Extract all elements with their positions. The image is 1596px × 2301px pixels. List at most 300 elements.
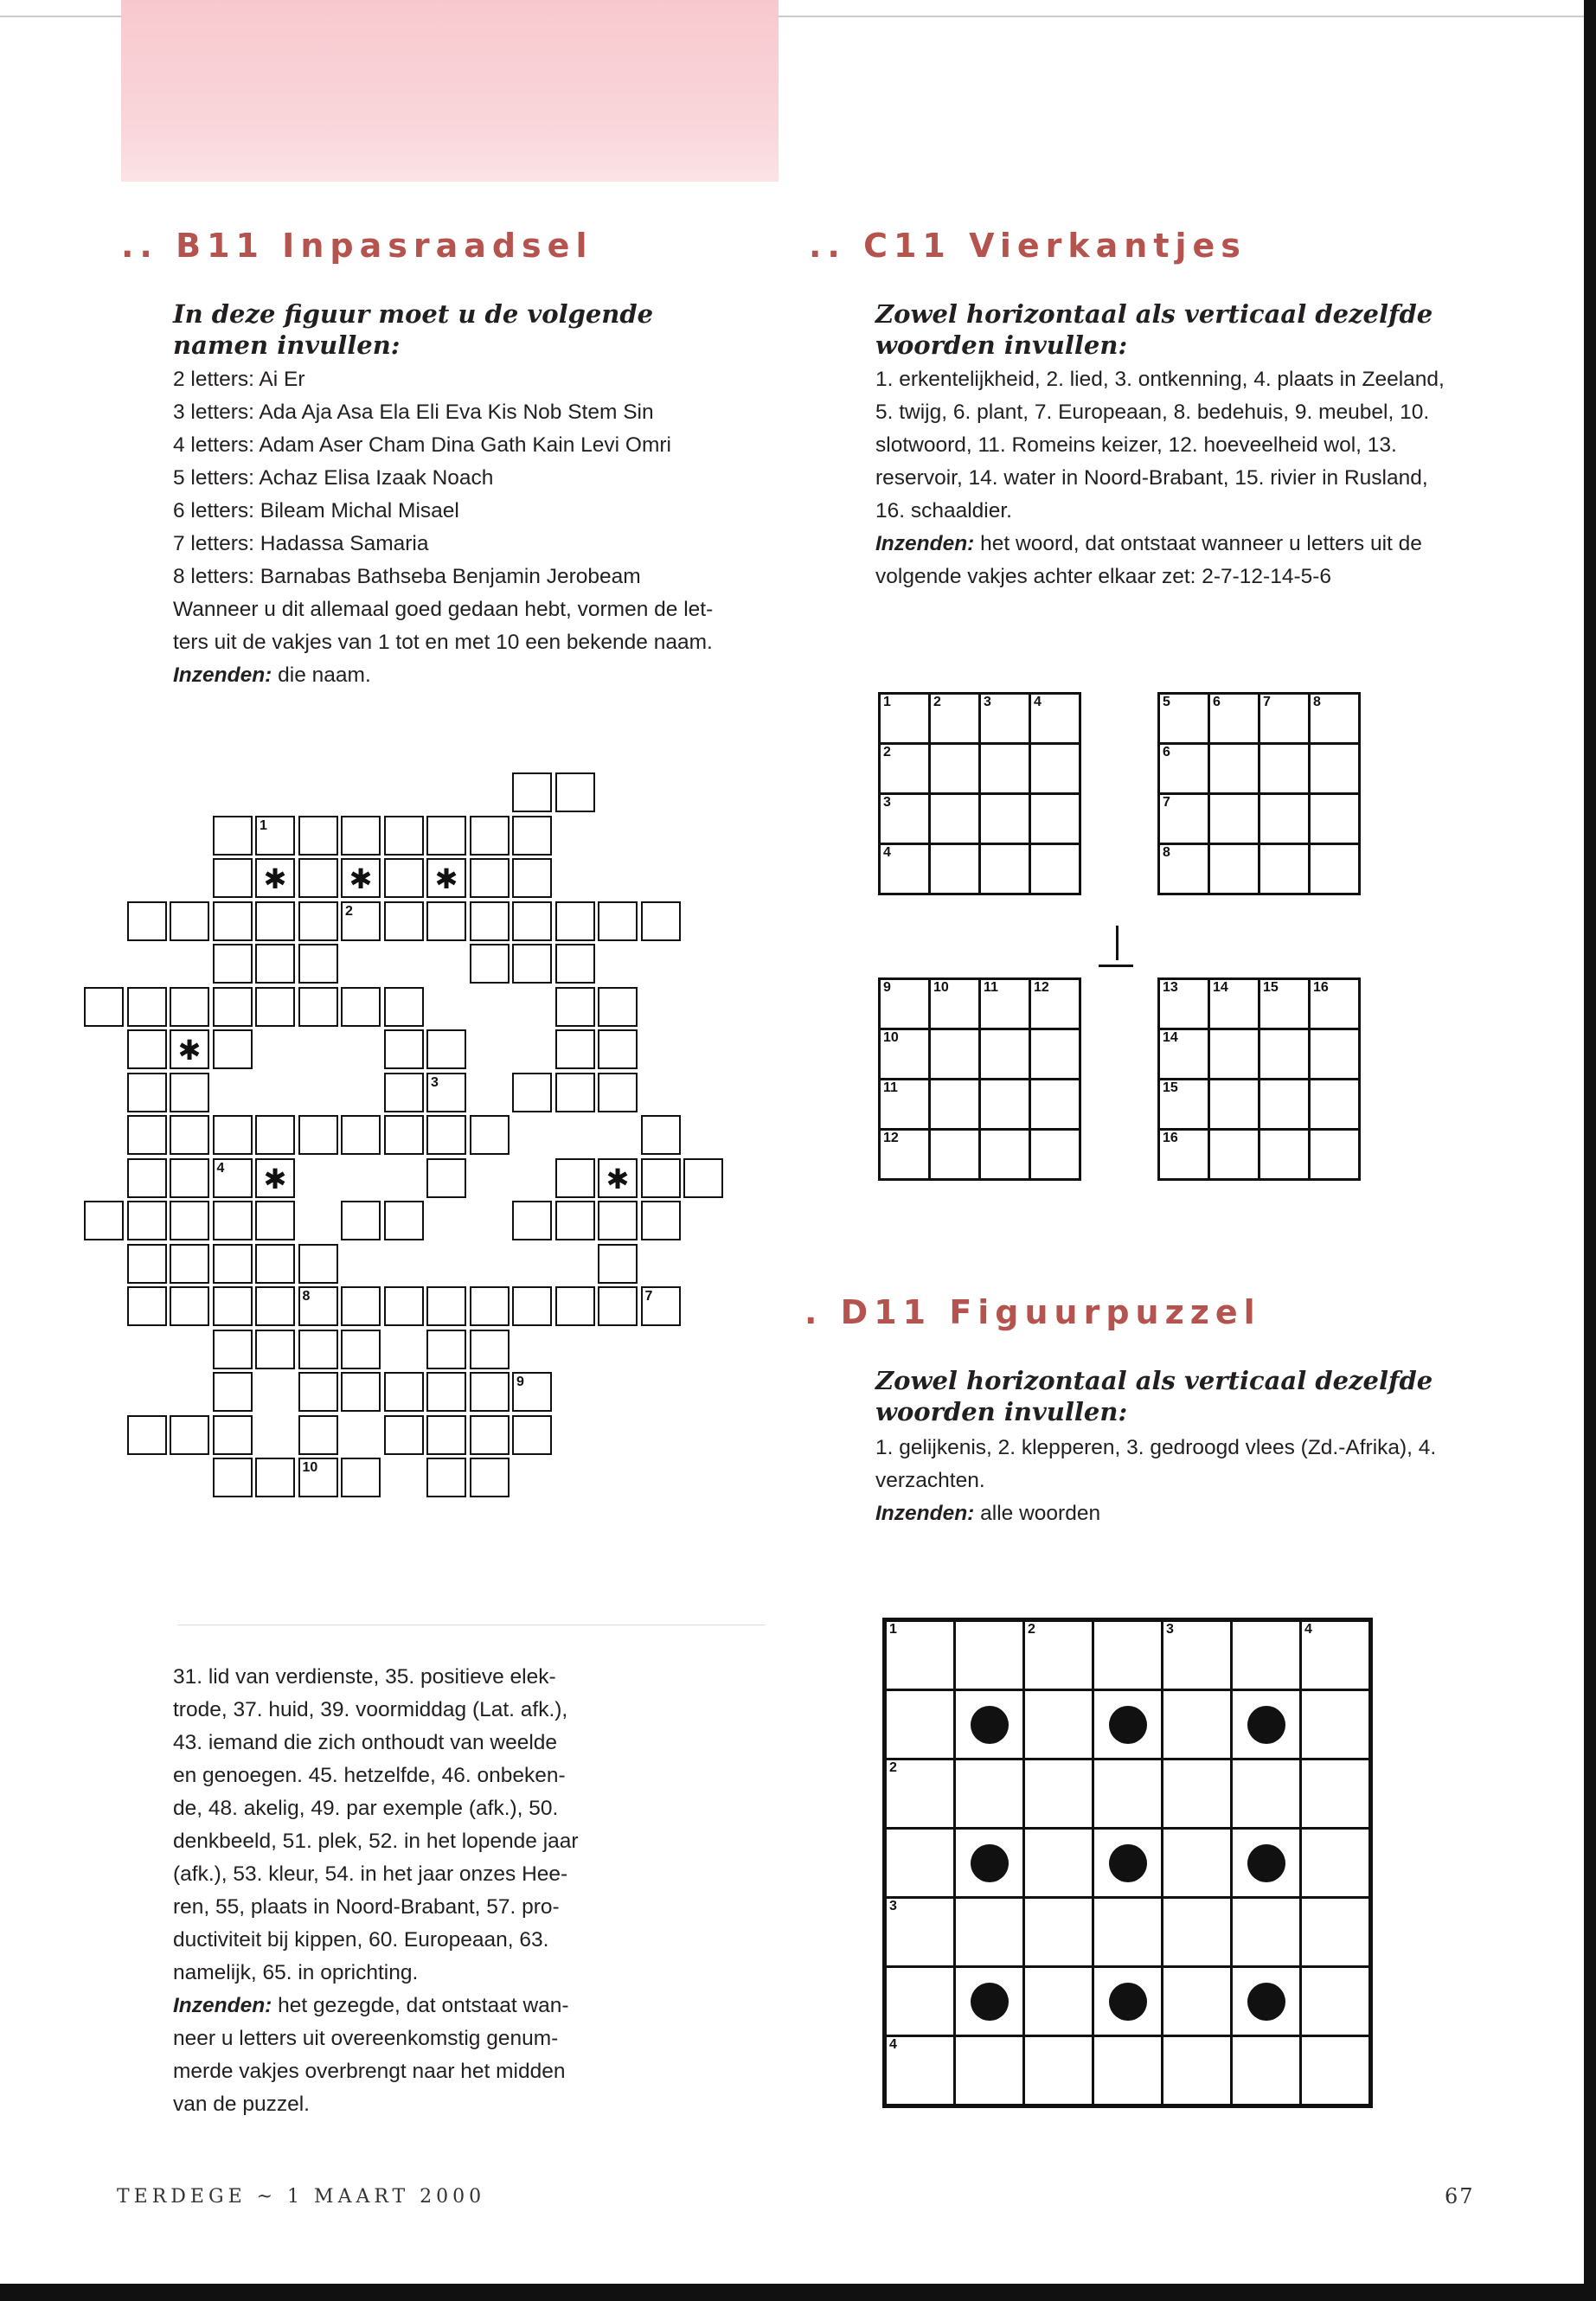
grid-cell[interactable] [127, 901, 167, 941]
grid-cell[interactable] [213, 901, 253, 941]
grid-cell[interactable] [1310, 1029, 1360, 1080]
footer-publication: TERDEGE ~ 1 MAART 2000 [117, 2186, 486, 2208]
grid-cell[interactable] [980, 1029, 1030, 1080]
grid-cell[interactable]: 2 [1024, 1620, 1093, 1690]
grid-cell[interactable] [1301, 1898, 1371, 1967]
grid-cell[interactable]: 11 [880, 1080, 930, 1130]
grid-cell[interactable] [1030, 844, 1080, 894]
grid-cell[interactable] [1259, 794, 1310, 844]
grid-cell[interactable]: 14 [1209, 979, 1259, 1029]
b11-line: 5 letters: Achaz Elisa Izaak Noach [173, 466, 494, 490]
grid-cell[interactable] [512, 1073, 552, 1112]
grid-cell[interactable] [213, 1286, 253, 1326]
grid-cell[interactable]: 16 [1159, 1130, 1209, 1180]
grid-cell[interactable] [213, 1115, 253, 1155]
grid-cell[interactable] [298, 1286, 338, 1326]
grid-cell[interactable] [1209, 1029, 1259, 1080]
grid-cell[interactable] [426, 1073, 466, 1112]
grid-cell[interactable]: 3 [880, 794, 930, 844]
clue-line: trode, 37. huid, 39. voormiddag (Lat. afk.), [173, 1698, 568, 1721]
grid-cell[interactable] [255, 901, 295, 941]
grid-cell[interactable] [1259, 1029, 1310, 1080]
grid-cell[interactable] [1209, 844, 1259, 894]
grid-cell[interactable] [1093, 1759, 1163, 1829]
grid-cell[interactable] [1030, 1130, 1080, 1180]
grid-cell[interactable] [1163, 2036, 1232, 2106]
c11-cross-line-v [1116, 926, 1118, 960]
grid-cell[interactable] [555, 1029, 595, 1069]
grid-cell[interactable] [213, 1244, 253, 1284]
grid-cell[interactable]: 14 [1159, 1029, 1209, 1080]
grid-cell[interactable]: 12 [880, 1130, 930, 1180]
grid-cell[interactable]: 4 [885, 2036, 955, 2106]
grid-cell[interactable] [127, 1115, 167, 1155]
grid-cell[interactable] [1310, 744, 1360, 794]
grid-cell[interactable]: 2 [930, 694, 980, 744]
grid-cell[interactable] [384, 1286, 424, 1326]
grid-cell[interactable] [426, 1029, 466, 1069]
grid-cell[interactable] [255, 1115, 295, 1155]
grid-cell[interactable] [1209, 744, 1259, 794]
grid-cell[interactable] [930, 1029, 980, 1080]
grid-cell[interactable] [298, 858, 338, 898]
grid-cell[interactable]: 12 [1030, 979, 1080, 1029]
black-dot-cell [1093, 1829, 1163, 1898]
grid-cell[interactable]: 4 [1301, 1620, 1371, 1690]
grid-cell[interactable] [298, 944, 338, 984]
grid-cell[interactable] [213, 1158, 253, 1198]
grid-cell[interactable] [470, 944, 510, 984]
grid-cell[interactable] [170, 1286, 209, 1326]
grid-cell[interactable] [1301, 1759, 1371, 1829]
grid-cell[interactable]: 13 [1159, 979, 1209, 1029]
grid-cell[interactable] [930, 1130, 980, 1180]
grid-cell[interactable] [930, 1080, 980, 1130]
c11-square-2 [1157, 692, 1361, 895]
grid-cell[interactable] [1163, 1898, 1232, 1967]
grid-cell[interactable] [1093, 1898, 1163, 1967]
grid-cell[interactable]: 16 [1310, 979, 1360, 1029]
grid-cell[interactable] [470, 1330, 510, 1369]
c11-square-1 [878, 692, 1081, 895]
black-dot-cell [955, 1829, 1024, 1898]
c11-send-label: Inzenden: [875, 532, 975, 555]
star-icon: ✱ [434, 863, 458, 894]
grid-cell[interactable] [255, 1201, 295, 1240]
grid-cell[interactable] [341, 858, 381, 898]
grid-cell[interactable]: 6 [1159, 744, 1209, 794]
grid-cell[interactable] [955, 2036, 1024, 2106]
b11-line: ters uit de vakjes van 1 tot en met 10 een bekende naam. [173, 631, 713, 654]
grid-cell[interactable] [127, 1286, 167, 1326]
grid-cell[interactable] [1301, 2036, 1371, 2106]
grid-cell[interactable] [1259, 744, 1310, 794]
grid-cell[interactable] [1030, 1080, 1080, 1130]
grid-cell[interactable] [470, 901, 510, 941]
star-icon: ✱ [177, 1035, 202, 1066]
grid-cell[interactable] [980, 794, 1030, 844]
grid-cell[interactable] [470, 1415, 510, 1455]
grid-cell[interactable] [512, 1286, 552, 1326]
grid-cell[interactable] [298, 987, 338, 1027]
grid-cell[interactable] [298, 1458, 338, 1497]
grid-cell[interactable] [512, 1372, 552, 1412]
grid-cell[interactable] [426, 1330, 466, 1369]
grid-cell[interactable] [384, 1115, 424, 1155]
grid-cell[interactable] [170, 1115, 209, 1155]
grid-cell[interactable] [1030, 744, 1080, 794]
grid-cell[interactable]: 9 [880, 979, 930, 1029]
grid-cell[interactable]: 2 [880, 744, 930, 794]
grid-cell[interactable]: 8 [1159, 844, 1209, 894]
grid-cell[interactable] [598, 1286, 638, 1326]
grid-cell[interactable] [298, 901, 338, 941]
grid-cell[interactable] [341, 901, 381, 941]
grid-cell[interactable] [1301, 1829, 1371, 1898]
grid-cell[interactable] [426, 816, 466, 856]
grid-cell[interactable] [955, 1759, 1024, 1829]
grid-cell[interactable] [384, 1372, 424, 1412]
grid-cell[interactable] [255, 1286, 295, 1326]
grid-cell[interactable] [127, 1073, 167, 1112]
grid-cell[interactable] [598, 1158, 638, 1198]
grid-cell[interactable] [384, 1073, 424, 1112]
c11-line: 5. twijg, 6. plant, 7. Europeaan, 8. bedehuis, 9. meubel, 10. [875, 401, 1430, 424]
continued-clues [173, 1661, 657, 2121]
b11-send-label: Inzenden: [173, 663, 272, 687]
clue-line: namelijk, 65. in oprichting. [173, 1961, 419, 1984]
c11-send-line-2: volgende vakjes achter elkaar zet: 2-7-12-14-5-6 [875, 565, 1332, 588]
grid-cell[interactable] [512, 901, 552, 941]
grid-cell[interactable] [1024, 1829, 1093, 1898]
c11-title: .. C11 Vierkantjes [809, 227, 1247, 265]
grid-cell[interactable] [555, 1201, 595, 1240]
grid-cell[interactable] [426, 901, 466, 941]
grid-cell[interactable] [555, 944, 595, 984]
cell-number: 7 [644, 1289, 653, 1304]
grid-cell[interactable] [1209, 1130, 1259, 1180]
grid-cell[interactable] [955, 1620, 1024, 1690]
grid-cell[interactable]: 5 [1159, 694, 1209, 744]
grid-cell[interactable] [384, 1201, 424, 1240]
grid-cell[interactable] [1232, 1759, 1301, 1829]
grid-cell[interactable] [127, 1029, 167, 1069]
grid-cell[interactable]: 15 [1259, 979, 1310, 1029]
cell-number: 10 [302, 1460, 318, 1475]
grid-cell[interactable] [170, 987, 209, 1027]
grid-cell[interactable]: 2 [885, 1759, 955, 1829]
grid-cell[interactable] [470, 1286, 510, 1326]
star-icon: ✱ [606, 1163, 630, 1195]
b11-line: Wanneer u dit allemaal goed gedaan hebt, vormen de let- [173, 598, 714, 621]
grid-cell[interactable] [426, 1286, 466, 1326]
clue-line: denkbeeld, 51. plek, 52. in het lopende jaar [173, 1830, 579, 1853]
grid-cell[interactable] [341, 1372, 381, 1412]
grid-cell[interactable] [298, 1372, 338, 1412]
grid-cell[interactable] [84, 987, 124, 1027]
grid-cell[interactable] [213, 858, 253, 898]
grid-cell[interactable]: 3 [1163, 1620, 1232, 1690]
clue-line: ren, 55, plaats in Noord-Brabant, 57. pro- [173, 1895, 560, 1919]
grid-cell[interactable] [1259, 1080, 1310, 1130]
grid-cell[interactable] [170, 1073, 209, 1112]
grid-cell[interactable] [255, 1244, 295, 1284]
grid-cell[interactable] [512, 816, 552, 856]
grid-cell[interactable] [1024, 1898, 1093, 1967]
b11-line: 3 letters: Ada Aja Asa Ela Eli Eva Kis Nob Stem Sin [173, 401, 654, 424]
grid-cell[interactable] [1209, 1080, 1259, 1130]
grid-cell[interactable] [341, 987, 381, 1027]
grid-cell[interactable] [598, 1073, 638, 1112]
grid-cell[interactable] [598, 1244, 638, 1284]
clue-line: 43. iemand die zich onthoudt van weelde [173, 1731, 558, 1754]
grid-cell[interactable] [1030, 1029, 1080, 1080]
grid-cell[interactable] [885, 1690, 955, 1759]
grid-cell[interactable] [255, 1158, 295, 1198]
grid-cell[interactable] [1093, 1620, 1163, 1690]
grid-cell[interactable] [341, 1286, 381, 1326]
grid-cell[interactable] [84, 1201, 124, 1240]
grid-cell[interactable] [1259, 844, 1310, 894]
grid-cell[interactable] [127, 1415, 167, 1455]
grid-cell[interactable] [426, 1372, 466, 1412]
grid-cell[interactable] [426, 858, 466, 898]
grid-cell[interactable] [930, 744, 980, 794]
b11-subtitle: In deze figuur moet u de volgende namen invullen: [173, 299, 654, 360]
grid-cell[interactable] [255, 987, 295, 1027]
grid-cell[interactable] [384, 816, 424, 856]
grid-cell[interactable]: 3 [980, 694, 1030, 744]
grid-cell[interactable] [1093, 2036, 1163, 2106]
grid-cell[interactable] [127, 987, 167, 1027]
grid-cell[interactable] [1024, 2036, 1093, 2106]
grid-cell[interactable] [213, 1330, 253, 1369]
grid-cell[interactable] [1163, 1967, 1232, 2036]
decorative-pink-banner [121, 0, 779, 182]
grid-cell[interactable] [213, 987, 253, 1027]
grid-cell[interactable] [170, 1158, 209, 1198]
d11-clues [875, 1432, 1498, 1530]
grid-cell[interactable] [213, 1029, 253, 1069]
grid-cell[interactable] [170, 1244, 209, 1284]
grid-cell[interactable] [555, 901, 595, 941]
b11-line: 8 letters: Barnabas Bathseba Benjamin Jerobeam [173, 565, 641, 588]
grid-cell[interactable] [1024, 1690, 1093, 1759]
d11-line: 1. gelijkenis, 2. klepperen, 3. gedroogd vlees (Zd.-Afrika), 4. [875, 1436, 1437, 1459]
d11-line: verzachten. [875, 1469, 985, 1492]
black-dot-cell [1093, 1967, 1163, 2036]
grid-cell[interactable] [598, 1029, 638, 1069]
grid-cell[interactable] [1030, 794, 1080, 844]
black-dot-cell [1232, 1829, 1301, 1898]
grid-cell[interactable] [255, 944, 295, 984]
grid-cell[interactable]: 8 [1310, 694, 1360, 744]
star-icon: ✱ [349, 863, 373, 894]
grid-cell[interactable] [512, 772, 552, 812]
grid-cell[interactable] [1310, 844, 1360, 894]
star-icon: ✱ [263, 863, 287, 894]
grid-cell[interactable] [213, 1372, 253, 1412]
b11-line: 7 letters: Hadassa Samaria [173, 532, 429, 555]
grid-cell[interactable] [512, 1415, 552, 1455]
c11-cross-line-h [1099, 965, 1133, 967]
grid-cell[interactable] [980, 744, 1030, 794]
grid-cell[interactable] [470, 1115, 510, 1155]
grid-cell[interactable] [255, 1458, 295, 1497]
grid-cell[interactable] [298, 1115, 338, 1155]
grid-cell[interactable] [426, 1458, 466, 1497]
grid-cell[interactable] [1310, 1130, 1360, 1180]
grid-cell[interactable] [555, 1073, 595, 1112]
grid-cell[interactable] [885, 1829, 955, 1898]
grid-cell[interactable] [341, 1115, 381, 1155]
grid-cell[interactable]: 4 [880, 844, 930, 894]
grid-cell[interactable] [683, 1158, 723, 1198]
grid-cell[interactable] [555, 772, 595, 812]
b11-line: 2 letters: Ai Er [173, 368, 305, 391]
grid-cell[interactable]: 6 [1209, 694, 1259, 744]
grid-cell[interactable] [341, 1458, 381, 1497]
grid-cell[interactable]: 10 [880, 1029, 930, 1080]
grid-cell[interactable] [1232, 1620, 1301, 1690]
clue-line: (afk.), 53. kleur, 54. in het jaar onzes Hee- [173, 1862, 568, 1886]
grid-cell[interactable] [255, 1330, 295, 1369]
grid-cell[interactable]: 7 [1259, 694, 1310, 744]
grid-cell[interactable] [1232, 1898, 1301, 1967]
grid-cell[interactable] [980, 844, 1030, 894]
grid-cell[interactable] [255, 858, 295, 898]
grid-cell[interactable] [170, 1029, 209, 1069]
grid-cell[interactable] [955, 1898, 1024, 1967]
grid-cell[interactable] [598, 901, 638, 941]
b11-send-text: die naam. [272, 663, 371, 687]
c11-square-3 [878, 977, 1081, 1181]
grid-cell[interactable] [512, 944, 552, 984]
grid-cell[interactable]: 4 [1030, 694, 1080, 744]
grid-cell[interactable] [1259, 1130, 1310, 1180]
send-line: merde vakjes overbrengt naar het midden [173, 2060, 566, 2083]
grid-cell[interactable] [384, 901, 424, 941]
scan-edge-right [1584, 0, 1596, 2301]
grid-cell[interactable] [598, 1201, 638, 1240]
grid-cell[interactable] [641, 1201, 681, 1240]
grid-cell[interactable] [1024, 1759, 1093, 1829]
grid-cell[interactable] [512, 858, 552, 898]
grid-cell[interactable]: 10 [930, 979, 980, 1029]
grid-cell[interactable] [555, 1158, 595, 1198]
grid-cell[interactable] [512, 1201, 552, 1240]
grid-cell[interactable] [598, 987, 638, 1027]
grid-cell[interactable] [930, 844, 980, 894]
grid-cell[interactable]: 1 [885, 1620, 955, 1690]
grid-cell[interactable] [298, 1330, 338, 1369]
grid-cell[interactable] [1209, 794, 1259, 844]
grid-cell[interactable] [341, 1330, 381, 1369]
grid-cell[interactable] [213, 1458, 253, 1497]
grid-cell[interactable] [980, 1130, 1030, 1180]
grid-cell[interactable] [384, 1415, 424, 1455]
grid-cell[interactable] [470, 858, 510, 898]
grid-cell[interactable] [384, 1029, 424, 1069]
send-line [173, 1990, 657, 2022]
grid-cell[interactable]: 11 [980, 979, 1030, 1029]
grid-cell[interactable] [127, 1244, 167, 1284]
grid-cell[interactable] [170, 1415, 209, 1455]
grid-cell[interactable] [470, 816, 510, 856]
grid-cell[interactable] [470, 1372, 510, 1412]
grid-cell[interactable] [426, 1415, 466, 1455]
cell-number: 4 [216, 1160, 225, 1176]
grid-cell[interactable] [980, 1080, 1030, 1130]
grid-cell[interactable] [298, 1415, 338, 1455]
grid-cell[interactable]: 7 [1159, 794, 1209, 844]
grid-cell[interactable] [170, 901, 209, 941]
grid-cell[interactable] [341, 816, 381, 856]
grid-cell[interactable] [213, 944, 253, 984]
grid-cell[interactable] [885, 1967, 955, 2036]
grid-cell[interactable] [1301, 1690, 1371, 1759]
grid-cell[interactable] [170, 1201, 209, 1240]
grid-cell[interactable] [641, 1115, 681, 1155]
grid-cell[interactable] [127, 1201, 167, 1240]
grid-cell[interactable] [1163, 1690, 1232, 1759]
grid-cell[interactable] [127, 1158, 167, 1198]
grid-cell[interactable] [213, 816, 253, 856]
grid-cell[interactable] [1310, 1080, 1360, 1130]
grid-cell[interactable]: 1 [880, 694, 930, 744]
grid-cell[interactable] [470, 1458, 510, 1497]
grid-cell[interactable] [213, 1415, 253, 1455]
b11-title: .. B11 Inpasraadsel [121, 227, 593, 265]
grid-cell[interactable] [1163, 1759, 1232, 1829]
d11-figure-grid [882, 1618, 1373, 2108]
cell-number: 2 [345, 903, 353, 919]
grid-cell[interactable] [341, 1201, 381, 1240]
grid-cell[interactable] [1163, 1829, 1232, 1898]
grid-cell[interactable] [641, 901, 681, 941]
d11-send-line [875, 1497, 1498, 1530]
grid-cell[interactable] [641, 1286, 681, 1326]
grid-cell[interactable] [384, 858, 424, 898]
d11-send-text: alle woorden [974, 1502, 1101, 1525]
black-dot-cell [955, 1967, 1024, 2036]
grid-cell[interactable]: 3 [885, 1898, 955, 1967]
grid-cell[interactable] [641, 1158, 681, 1198]
grid-cell[interactable] [426, 1158, 466, 1198]
black-dot-cell [1232, 1967, 1301, 2036]
grid-cell[interactable] [1310, 794, 1360, 844]
grid-cell[interactable] [1232, 2036, 1301, 2106]
scan-edge-bottom [0, 2284, 1596, 2301]
b11-clues [173, 363, 761, 692]
grid-cell[interactable] [384, 987, 424, 1027]
grid-cell[interactable] [1024, 1967, 1093, 2036]
grid-cell[interactable]: 15 [1159, 1080, 1209, 1130]
c11-square-4 [1157, 977, 1361, 1181]
grid-cell[interactable] [213, 1201, 253, 1240]
grid-cell[interactable] [1301, 1967, 1371, 2036]
grid-cell[interactable] [298, 816, 338, 856]
grid-cell[interactable] [555, 1286, 595, 1326]
grid-cell[interactable] [426, 1115, 466, 1155]
grid-cell[interactable] [930, 794, 980, 844]
grid-cell[interactable] [298, 1244, 338, 1284]
b11-line: 6 letters: Bileam Michal Misael [173, 499, 459, 522]
clue-line: en genoegen. 45. hetzelfde, 46. onbeken- [173, 1764, 566, 1787]
grid-cell[interactable] [255, 816, 295, 856]
c11-line: reservoir, 14. water in Noord-Brabant, 15. rivier in Rusland, [875, 466, 1428, 490]
grid-cell[interactable] [555, 987, 595, 1027]
